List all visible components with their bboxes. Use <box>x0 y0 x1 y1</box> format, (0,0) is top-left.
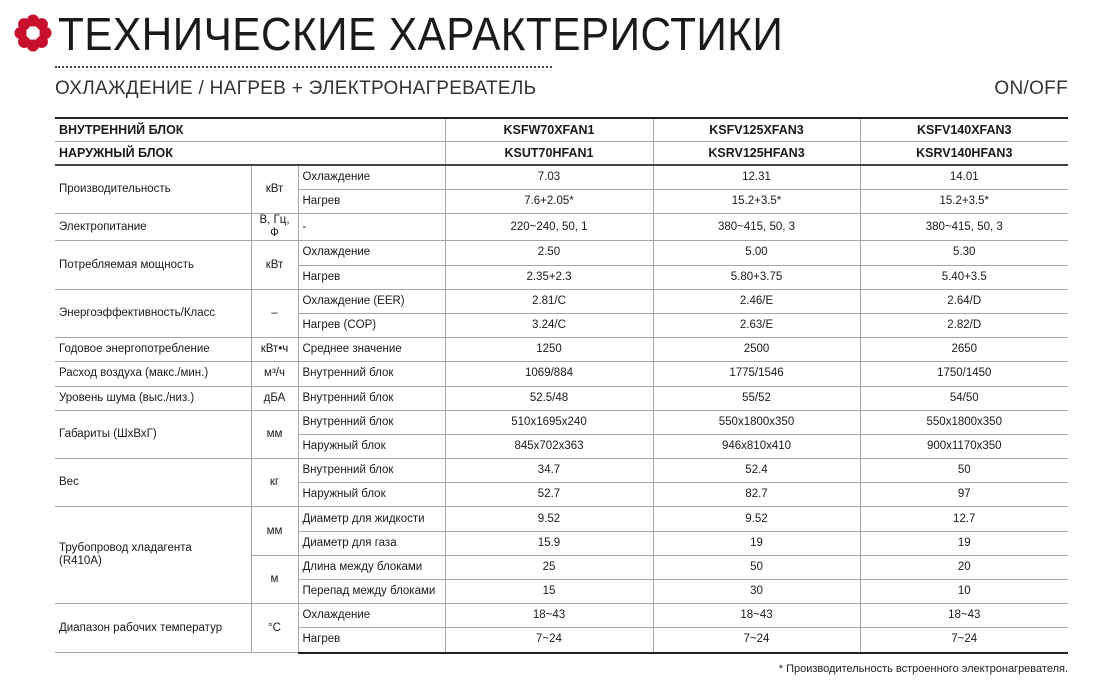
value-cell: 18~43 <box>445 604 653 628</box>
mode-cell: Длина между блоками <box>298 555 445 579</box>
unit-label: °C <box>251 604 298 653</box>
unit-label: кг <box>251 459 298 507</box>
table-row <box>55 459 1068 483</box>
mode-cell: Нагрев <box>298 190 445 214</box>
value-cell: 20 <box>860 555 1068 579</box>
flower-logo-icon <box>14 14 52 52</box>
table-row <box>55 507 1068 531</box>
param-label: Уровень шума (выс./низ.) <box>55 386 251 410</box>
value-cell: 25 <box>445 555 653 579</box>
value-cell: 30 <box>653 580 860 604</box>
value-cell: 2.63/E <box>653 313 860 337</box>
unit-label: В, Гц, Ф <box>251 214 298 241</box>
value-cell: 10 <box>860 580 1068 604</box>
table-row <box>55 289 1068 313</box>
param-label: Электропитание <box>55 214 251 241</box>
value-cell: 19 <box>860 531 1068 555</box>
mode-cell: Нагрев <box>298 265 445 289</box>
value-cell: 18~43 <box>860 604 1068 628</box>
unit-label: м <box>251 555 298 603</box>
mode-cell: Нагрев (COP) <box>298 313 445 337</box>
table-row <box>55 410 1068 434</box>
table-row <box>55 386 1068 410</box>
value-cell: 15 <box>445 580 653 604</box>
value-cell: 19 <box>653 531 860 555</box>
model-indoor: KSFV125XFAN3 <box>653 118 860 142</box>
value-cell: 2650 <box>860 338 1068 362</box>
model-outdoor: KSRV125HFAN3 <box>653 142 860 166</box>
value-cell: 1250 <box>445 338 653 362</box>
value-cell: 1750/1450 <box>860 362 1068 386</box>
value-cell: 7~24 <box>860 628 1068 653</box>
param-label: Энергоэффективность/Класс <box>55 289 251 337</box>
mode-cell: Охлаждение <box>298 165 445 190</box>
mode-cell: Охлаждение (EER) <box>298 289 445 313</box>
mode-cell: Внутренний блок <box>298 459 445 483</box>
value-cell: 14.01 <box>860 165 1068 190</box>
mode-cell: Диаметр для газа <box>298 531 445 555</box>
table-row <box>55 604 1068 628</box>
section-subtitle: ОХЛАЖДЕНИЕ / НАГРЕВ + ЭЛЕКТРОНАГРЕВАТЕЛЬ <box>55 78 537 99</box>
mode-cell: Наружный блок <box>298 483 445 507</box>
value-cell: 52.7 <box>445 483 653 507</box>
mode-cell: Охлаждение <box>298 241 445 265</box>
value-cell: 54/50 <box>860 386 1068 410</box>
value-cell: 12.7 <box>860 507 1068 531</box>
table-row <box>55 214 1068 241</box>
param-label <box>55 507 251 604</box>
value-cell: 7.6+2.05* <box>445 190 653 214</box>
param-label: Годовое энергопотребление <box>55 338 251 362</box>
value-cell: 50 <box>653 555 860 579</box>
header-row-indoor <box>55 118 1068 142</box>
value-cell: 900x1170x350 <box>860 434 1068 458</box>
mode-cell: Диаметр для жидкости <box>298 507 445 531</box>
value-cell: 7~24 <box>653 628 860 653</box>
value-cell: 550x1800x350 <box>860 410 1068 434</box>
value-cell: 82.7 <box>653 483 860 507</box>
value-cell: 1069/884 <box>445 362 653 386</box>
mode-cell: Перепад между блоками <box>298 580 445 604</box>
value-cell: 2500 <box>653 338 860 362</box>
param-label: Диапазон рабочих температур <box>55 604 251 653</box>
unit-label: мм <box>251 507 298 555</box>
value-cell: 380~415, 50, 3 <box>653 214 860 241</box>
mode-cell: - <box>298 214 445 241</box>
unit-label: кВт <box>251 241 298 289</box>
unit-label: дБА <box>251 386 298 410</box>
value-cell: 52.5/48 <box>445 386 653 410</box>
footnote: * Производительность встроенного электронагревателя. <box>778 663 1068 675</box>
unit-label: м³/ч <box>251 362 298 386</box>
param-label: Габариты (ШхВхГ) <box>55 410 251 458</box>
value-cell: 7~24 <box>445 628 653 653</box>
model-outdoor: KSRV140HFAN3 <box>860 142 1068 166</box>
value-cell: 380~415, 50, 3 <box>860 214 1068 241</box>
value-cell: 5.00 <box>653 241 860 265</box>
value-cell: 2.46/E <box>653 289 860 313</box>
value-cell: 946x810x410 <box>653 434 860 458</box>
mode-cell: Охлаждение <box>298 604 445 628</box>
value-cell: 97 <box>860 483 1068 507</box>
value-cell: 15.2+3.5* <box>860 190 1068 214</box>
model-indoor: KSFW70XFAN1 <box>445 118 653 142</box>
value-cell: 50 <box>860 459 1068 483</box>
mode-cell: Внутренний блок <box>298 362 445 386</box>
mode-cell: Наружный блок <box>298 434 445 458</box>
value-cell: 510x1695x240 <box>445 410 653 434</box>
unit-label: – <box>251 289 298 337</box>
mode-cell: Внутренний блок <box>298 386 445 410</box>
value-cell: 9.52 <box>653 507 860 531</box>
unit-label: кВт•ч <box>251 338 298 362</box>
mode-cell: Нагрев <box>298 628 445 653</box>
value-cell: 2.82/D <box>860 313 1068 337</box>
value-cell: 845x702x363 <box>445 434 653 458</box>
value-cell: 5.80+3.75 <box>653 265 860 289</box>
value-cell: 12.31 <box>653 165 860 190</box>
table-row <box>55 241 1068 265</box>
table-row <box>55 338 1068 362</box>
value-cell: 3.24/C <box>445 313 653 337</box>
value-cell: 34.7 <box>445 459 653 483</box>
model-indoor: KSFV140XFAN3 <box>860 118 1068 142</box>
mode-label: ON/OFF <box>994 78 1068 99</box>
value-cell: 7.03 <box>445 165 653 190</box>
unit-label: кВт <box>251 165 298 214</box>
value-cell: 220~240, 50, 1 <box>445 214 653 241</box>
value-cell: 2.64/D <box>860 289 1068 313</box>
model-outdoor: KSUT70HFAN1 <box>445 142 653 166</box>
param-label-line: Трубопровод хладагента <box>59 542 192 555</box>
param-label: Вес <box>55 459 251 507</box>
indoor-unit-label: ВНУТРЕННИЙ БЛОК <box>55 118 445 142</box>
value-cell: 55/52 <box>653 386 860 410</box>
table-row <box>55 362 1068 386</box>
value-cell: 2.81/C <box>445 289 653 313</box>
mode-cell: Среднее значение <box>298 338 445 362</box>
param-label: Потребляемая мощность <box>55 241 251 289</box>
unit-label: мм <box>251 410 298 458</box>
value-cell: 15.2+3.5* <box>653 190 860 214</box>
header-row-outdoor <box>55 142 1068 166</box>
spec-table <box>55 117 1068 654</box>
param-label-line: (R410A) <box>59 555 102 568</box>
param-label: Расход воздуха (макс./мин.) <box>55 362 251 386</box>
value-cell: 1775/1546 <box>653 362 860 386</box>
value-cell: 5.40+3.5 <box>860 265 1068 289</box>
mode-cell: Внутренний блок <box>298 410 445 434</box>
table-row <box>55 165 1068 190</box>
value-cell: 52.4 <box>653 459 860 483</box>
value-cell: 15.9 <box>445 531 653 555</box>
value-cell: 9.52 <box>445 507 653 531</box>
page-title: ТЕХНИЧЕСКИЕ ХАРАКТЕРИСТИКИ <box>58 8 784 60</box>
value-cell: 2.50 <box>445 241 653 265</box>
value-cell: 18~43 <box>653 604 860 628</box>
value-cell: 550x1800x350 <box>653 410 860 434</box>
title-divider <box>55 66 552 68</box>
outdoor-unit-label: НАРУЖНЫЙ БЛОК <box>55 142 445 166</box>
value-cell: 2.35+2.3 <box>445 265 653 289</box>
param-label: Производительность <box>55 165 251 214</box>
value-cell: 5.30 <box>860 241 1068 265</box>
